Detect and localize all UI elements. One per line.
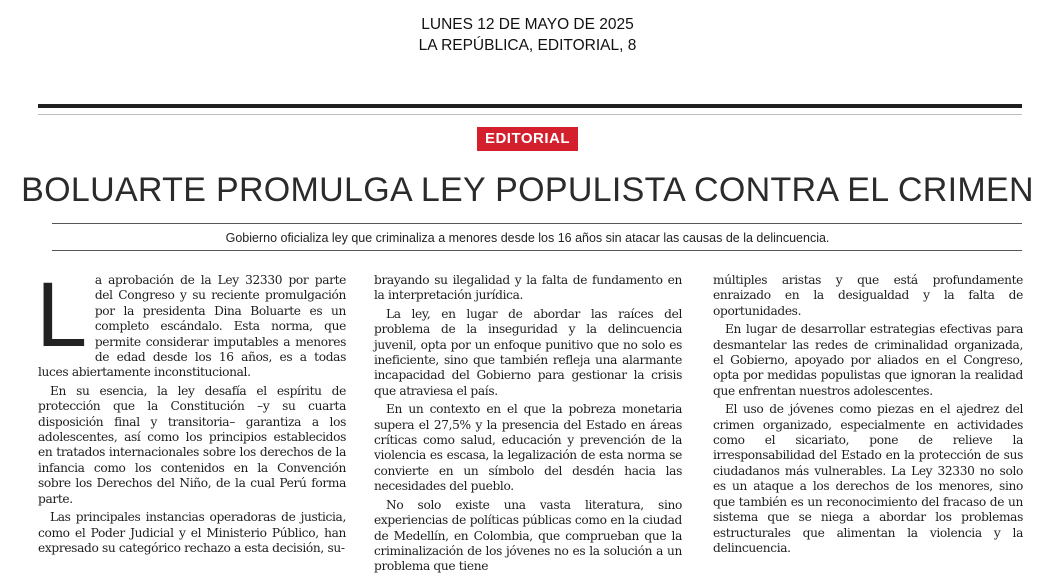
- paragraph: El uso de jóvenes como piezas en el ajedrez del crimen organizado, especialmente en actividades como el sicariato, pone de relieve la irresponsabilidad del Estado en la protección de sus ciudadanos más vulnerables. La Ley 32330 no solo es un ataque a los derechos de los menores, sino que también es un reconocimiento del fracaso de un sistema que se niega a abordar los problemas estructurales que alimentan la violencia y la delincuencia.: [713, 402, 1023, 555]
- paragraph: a aprobación de la Ley 32330 por parte del Congreso y su reciente promulgación por la presidenta Dina Boluarte es un completo escándalo. Esta norma, que permite considerar imputables a menores de edad desde los 16 años, es a todas luces abiertamente inconstitucional.: [38, 273, 346, 380]
- article-column-3: [713, 273, 1023, 559]
- paragraph: brayando su ilegalidad y la falta de fundamento en la interpretación jurídica.: [374, 273, 682, 303]
- subtitle-rule: [52, 250, 1022, 251]
- headline-rule: [52, 223, 1022, 224]
- paragraph: No solo existe una vasta literatura, sino experiencias de políticas públicas como en la ciudad de Medellín, en Colombia, que comprueban que la criminalización de los jóvenes no es la solución a un problema que tiene: [374, 497, 682, 574]
- paragraph: Las principales instancias operadoras de justicia, como el Poder Judicial y el Ministerio Público, han expresado su categórico rechazo a esta decisión, su-: [38, 510, 346, 555]
- article-column-1: [36, 264, 346, 559]
- paragraph: La ley, en lugar de abordar las raíces del problema de la inseguridad y la delincuencia juvenil, opta por un enfoque punitivo que no solo es ineficiente, sino que también refleja una alarmante incapacidad del Gobierno para gestionar la crisis que atraviesa el país.: [374, 306, 682, 398]
- dateline: [0, 14, 1055, 56]
- article-column-2: [374, 273, 682, 578]
- top-rule: [38, 104, 1022, 108]
- paragraph: En un contexto en el que la pobreza monetaria supera el 27,5% y la presencia del Estado en áreas críticas como salud, educación y prevención de la violencia es escasa, la legalización de esta norma se convierte en un símbolo del desdén hacia las necesidades del pueblo.: [374, 402, 682, 494]
- paragraph: En su esencia, la ley desafía el espíritu de protección que la Constitución –y su cuarta disposición final y transitoria– garantiza a los adolescentes, así como los principios establecidos en tratados internacionales sobre los derechos de la infancia como los contenidos en la Convención sobre los Derechos del Niño, de la cual Perú forma parte.: [38, 383, 346, 506]
- section-badge-wrap: [0, 127, 1055, 151]
- paragraph: múltiples aristas y que está profundamente enraizado en la desigualdad y la falta de oportunidades.: [713, 273, 1023, 318]
- publication-date: LUNES 12 DE MAYO DE 2025: [421, 16, 634, 33]
- subtitle: Gobierno oficializa ley que criminaliza a menores desde los 16 años sin atacar las causas de la delincuencia.: [225, 231, 830, 245]
- headline: BOLUARTE PROMULGA LEY POPULISTA CONTRA EL CRIMEN: [21, 171, 1034, 209]
- drop-cap: L: [36, 264, 87, 366]
- paragraph: En lugar de desarrollar estrategias efectivas para desmantelar las redes de criminalidad organizada, el Gobierno, apoyado por aliados en el Congreso, opta por medidas populistas que ignoran la realidad que enfrentan nuestros adolescentes.: [713, 322, 1023, 398]
- top-rule-thin: [38, 114, 1022, 115]
- publication-source: LA REPÚBLICA, EDITORIAL, 8: [418, 37, 637, 54]
- section-badge: EDITORIAL: [477, 127, 578, 151]
